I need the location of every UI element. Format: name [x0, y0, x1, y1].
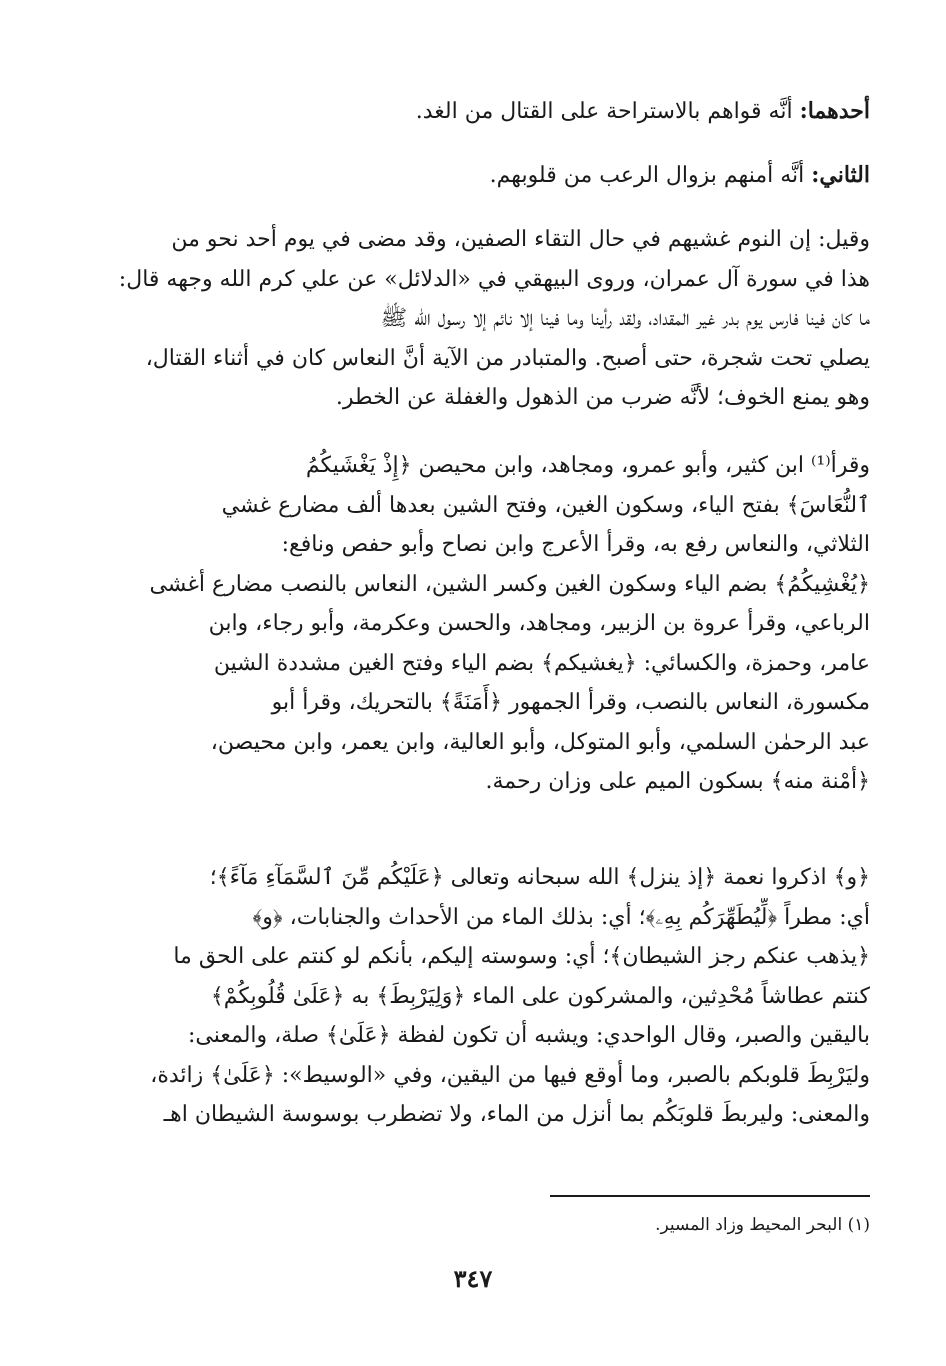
text-line: ﴿و﴾ اذكروا نعمة ﴿إذ ينزل﴾ الله سبحانه وتعالى ﴿عَلَيْكُم مِّنَ ٱلسَّمَآءِ مَآءً﴾؛	[209, 865, 870, 890]
paragraph-first-reason	[100, 92, 870, 132]
paragraph-sleep-commentary	[100, 220, 870, 418]
text-line: ما كان فينا فارس يوم بدر غير المقداد، ولقد رأينا وما فينا إلا نائم إلا رسول الله ﷺ	[380, 306, 870, 331]
text-line: وليَرْبِطَ قلوبكم بالصبر، وما أوقع فيها من اليقين، وفي «الوسيط»: ﴿عَلَىٰ﴾ زائدة،	[150, 1062, 870, 1088]
text-line	[100, 92, 870, 132]
text-line: عامر، وحمزة، والكسائي: ﴿يغشيكم﴾ بضم الياء وفتح الغين مشددة الشين	[213, 650, 870, 676]
paragraph-rain-commentary	[100, 858, 870, 1135]
text-line: عبد الرحمٰن السلمي، وأبو المتوكل، وأبو العالية، وابن يعمر، وابن محيصن،	[210, 729, 870, 755]
text-line: ﴿يُغْشِيكُمُ﴾ بضم الياء وسكون الغين وكسر الشين، النعاس بالنصب مضارع أغشى	[149, 571, 870, 597]
text-line: وقيل: إن النوم غشيهم في حال التقاء الصفين، وقد مضى في يوم أحد نحو من	[171, 227, 870, 252]
footnote-divider	[550, 1195, 870, 1197]
text-line: والمعنى: وليربطَ قلوبَكُم بما أنزل من الماء، ولا تضطرب بوسوسة الشيطان اهـ	[163, 1102, 870, 1127]
text-line: مكسورة، النعاس بالنصب، وقرأ الجمهور ﴿أَمَنَةً﴾ بالتحريك، وقرأ أبو	[271, 690, 870, 715]
paragraph-lead: أحدهما:	[799, 98, 870, 124]
text-line: كنتم عطاشاً مُحْدِثين، والمشركون على الماء ﴿وَلِيَرْبِطَ﴾ به ﴿عَلَىٰ قُلُوبِكُمْ﴾	[210, 983, 870, 1009]
paragraph-text: أنَّه قواهم بالاستراحة على القتال من الغد.	[415, 99, 800, 124]
paragraph-second-reason	[100, 156, 870, 196]
text-line: وقرأ⁽¹⁾ ابن كثير، وأبو عمرو، ومجاهد، وابن محيصن ﴿إِذْ يَغْشَيكُمُ	[305, 453, 870, 478]
paragraph-readings	[100, 446, 870, 802]
footnote: (١) البحر المحيط وزاد المسير.	[655, 1215, 870, 1235]
text-line: ٱلنُّعَاسَ﴾ بفتح الياء، وسكون الغين، وفتح الشين بعدها ألف مضارع غشي	[221, 492, 870, 518]
text-line: الرباعي، وقرأ عروة بن الزبير، ومجاهد، والحسن وعكرمة، وأبو رجاء، وابن	[208, 611, 870, 636]
paragraph-text: أنَّه أمنهم بزوال الرعب من قلوبهم.	[489, 163, 812, 188]
text-line: ﴿يذهب عنكم رجز الشيطان﴾؛ أي: وسوسته إليكم، بأنكم لو كنتم على الحق ما	[173, 944, 870, 969]
text-line: ﴿أمْنة منه﴾ بسكون الميم على وزان رحمة.	[485, 769, 870, 794]
text-line: الثلاثي، والنعاس رفع به، وقرأ الأعرج وابن نصاح وأبو حفص ونافع:	[281, 532, 870, 557]
text-line: أي: مطراً ﴿لِّيُطَهِّرَكُم بِهِۦ﴾؛ أي: بذلك الماء من الأحداث والجنابات، ﴿و﴾	[252, 904, 870, 930]
page-number: ٣٤٧	[453, 1264, 493, 1293]
paragraph-lead: الثاني:	[811, 162, 870, 188]
text-line: هذا في سورة آل عمران، وروى البيهقي في «الدلائل» عن علي كرم الله وجهه قال:	[118, 266, 870, 292]
text-line: باليقين والصبر، وقال الواحدي: ويشبه أن تكون لفظة ﴿عَلَىٰ﴾ صلة، والمعنى:	[188, 1023, 870, 1048]
text-line: وهو يمنع الخوف؛ لأنَّه ضرب من الذهول والغفلة عن الخطر.	[335, 385, 870, 410]
text-line: يصلي تحت شجرة، حتى أصبح. والمتبادر من الآية أنَّ النعاس كان في أثناء القتال،	[145, 345, 870, 371]
text-line	[100, 156, 870, 196]
